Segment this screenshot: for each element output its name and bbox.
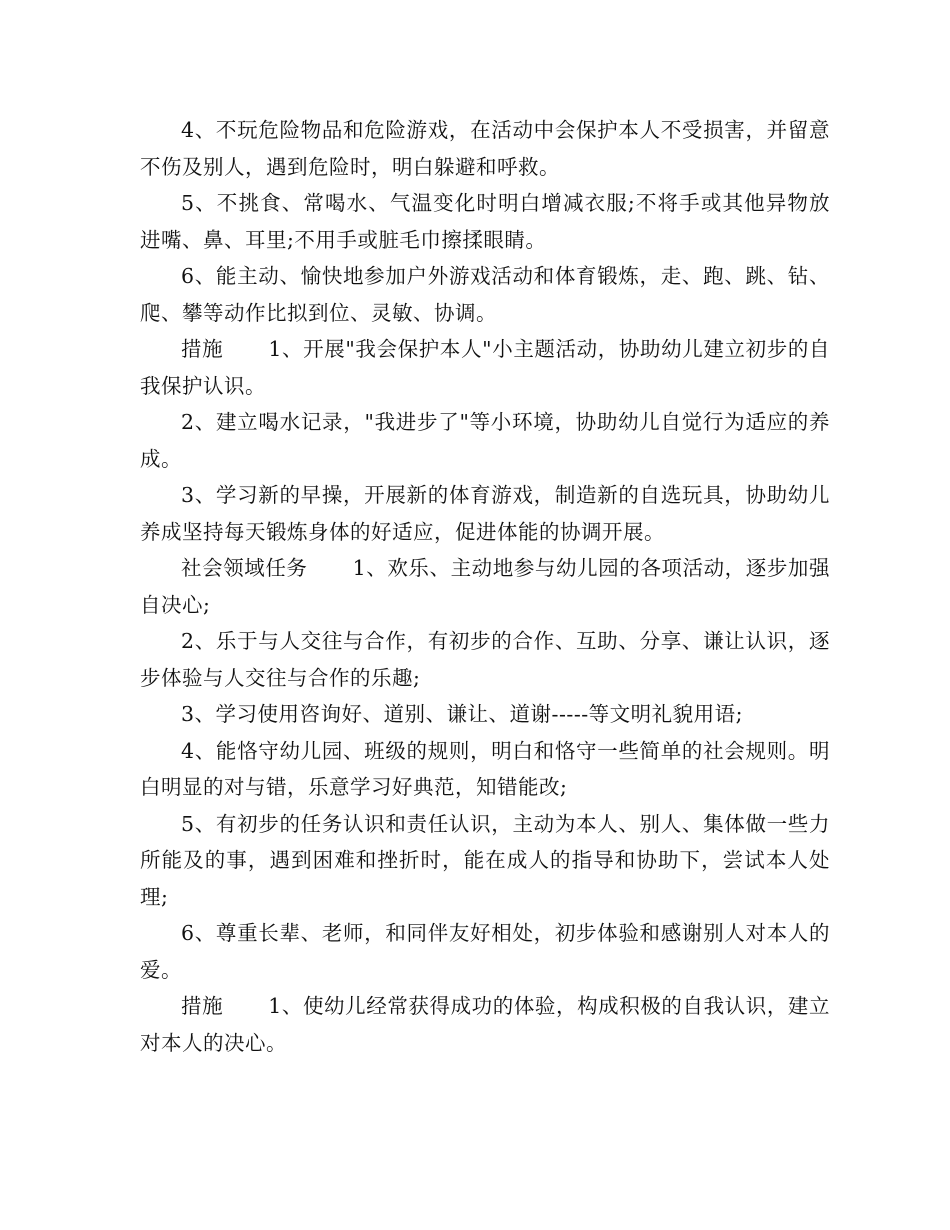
paragraph (140, 185, 830, 258)
paragraph (140, 331, 830, 404)
paragraph (140, 477, 830, 550)
paragraph (140, 915, 830, 988)
paragraph-text: 5、有初步的任务认识和责任认识，主动为本人、别人、集体做一些力所能及的事，遇到困难和挫折时，能在成人的指导和协助下，尝试本人处理; (140, 811, 830, 909)
paragraph (140, 733, 830, 806)
paragraph (140, 806, 830, 916)
paragraph-lead: 措施 (181, 337, 224, 361)
paragraph (140, 696, 830, 733)
paragraph (140, 623, 830, 696)
paragraph-text: 4、不玩危险物品和危险游戏，在活动中会保护本人不受损害，并留意不伤及别人，遇到危险时，明白躲避和呼救。 (140, 118, 830, 179)
paragraph-text: 2、乐于与人交往与合作，有初步的合作、互助、分享、谦让认识，逐步体验与人交往与合作的乐趣; (140, 629, 830, 690)
paragraph-text: 3、学习新的早操，开展新的体育游戏，制造新的自选玩具，协助幼儿养成坚持每天锻炼身体的好适应，促进体能的协调开展。 (140, 483, 830, 544)
paragraph-text: 1、开展"我会保护本人"小主题活动，协助幼儿建立初步的自我保护认识。 (140, 337, 831, 398)
paragraph-text: 6、尊重长辈、老师，和同伴友好相处，初步体验和感谢别人对本人的爱。 (140, 921, 830, 982)
paragraph-text: 1、使幼儿经常获得成功的体验，构成积极的自我认识，建立对本人的决心。 (140, 994, 830, 1055)
paragraph (140, 404, 830, 477)
document-body (140, 112, 830, 1061)
paragraph-lead: 措施 (181, 994, 224, 1018)
paragraph (140, 550, 830, 623)
paragraph-text: 1、欢乐、主动地参与幼儿园的各项活动，逐步加强自决心; (140, 556, 831, 617)
paragraph (140, 988, 830, 1061)
paragraph-text: 6、能主动、愉快地参加户外游戏活动和体育锻炼，走、跑、跳、钻、爬、攀等动作比拟到位、灵敏、协调。 (140, 264, 830, 325)
paragraph (140, 112, 830, 185)
paragraph-text: 4、能恪守幼儿园、班级的规则，明白和恪守一些简单的社会规则。明白明显的对与错，乐意学习好典范，知错能改; (140, 738, 830, 799)
paragraph-text: 2、建立喝水记录，"我进步了"等小环境，协助幼儿自觉行为适应的养成。 (140, 410, 830, 471)
paragraph-lead: 社会领域任务 (181, 556, 308, 580)
paragraph (140, 258, 830, 331)
paragraph-text: 3、学习使用咨询好、道别、谦让、道谢-----等文明礼貌用语; (181, 702, 744, 726)
paragraph-text: 5、不挑食、常喝水、气温变化时明白增减衣服;不将手或其他异物放进嘴、鼻、耳里;不用手或脏毛巾擦揉眼睛。 (140, 191, 830, 252)
